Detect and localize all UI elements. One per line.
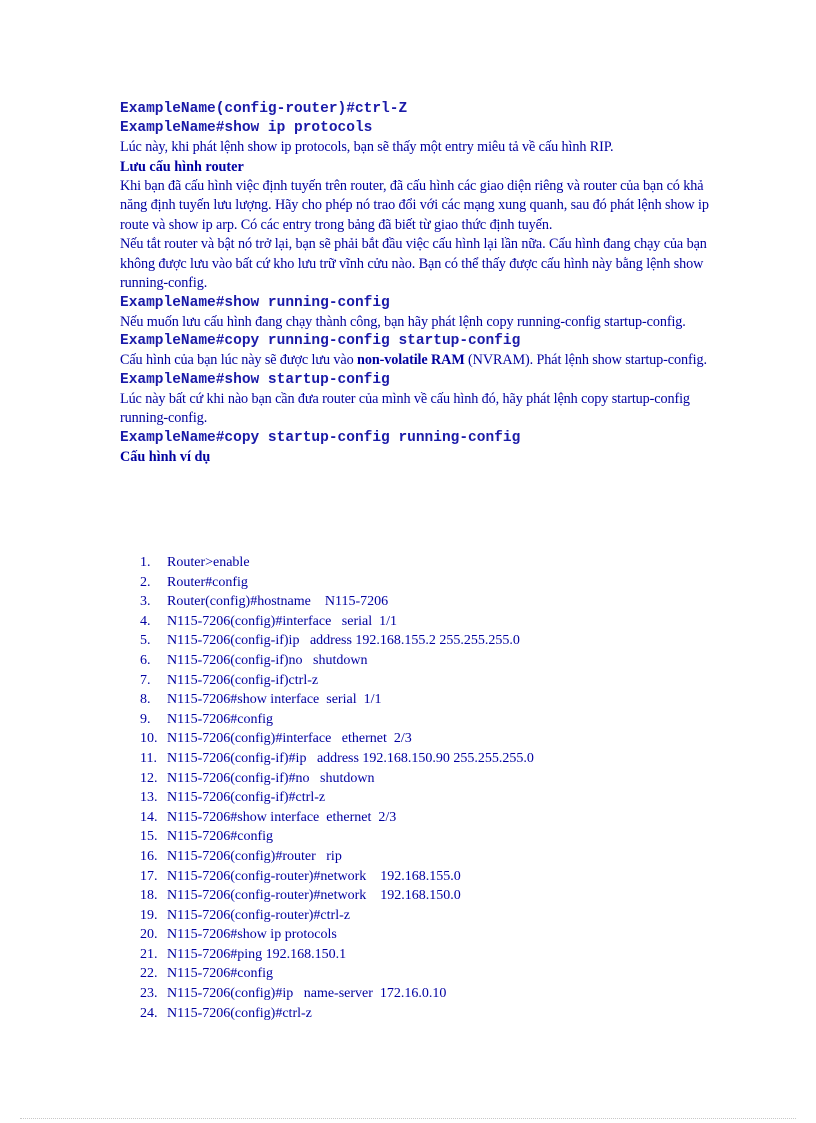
section-heading: Cấu hình ví dụ [120,448,211,465]
list-item [120,984,534,1004]
command-line: ExampleName#show startup-config [120,371,390,388]
list-number: 3. [140,594,151,610]
page-divider [20,1118,796,1119]
paragraph: Lúc này, khi phát lệnh show ip protocols, bạn sẽ thấy một entry miêu tả về cấu hình RIP. [120,139,614,155]
list-number: 8. [140,692,151,708]
nvram-term: non-volatile RAM [357,352,465,368]
list-number: 20. [140,927,158,943]
config-steps-list [120,553,534,1023]
list-item [120,769,534,789]
list-text: Router>enable [167,555,250,570]
list-item [120,945,534,965]
list-number: 4. [140,613,151,629]
list-item [120,631,534,651]
list-number: 6. [140,652,151,668]
list-text: N115-7206(config-if)ip address 192.168.155.2 255.255.255.0 [167,633,520,649]
list-item [120,690,534,710]
list-item [120,612,534,632]
list-item [120,847,534,867]
list-number: 14. [140,809,158,825]
list-item [120,553,534,573]
paragraph: Nếu muốn lưu cấu hình đang chạy thành công, bạn hãy phát lệnh copy running-config startup-config. [120,313,686,330]
list-item [120,573,534,593]
list-number: 18. [140,888,158,904]
document-body [120,100,720,467]
command-line: ExampleName#copy running-config startup-config [120,333,521,349]
list-number: 10. [140,731,158,747]
list-number: 21. [140,946,158,962]
paragraph: Nếu tắt router và bật nó trở lại, bạn sẽ phải bắt đầu việc cấu hình lại lần nữa. Cấu hình đang chạy của bạn không được lưu vào bất cứ kho lưu trữ vĩnh cửu nào. Bạn có thể thấy được cấu hình này bằng lệnh show running-config. [120,236,707,291]
list-number: 12. [140,770,158,786]
list-text: N115-7206(config-if)#ctrl-z [167,790,326,806]
paragraph: Khi bạn đã cấu hình việc định tuyến trên router, đã cấu hình các giao diện riêng và router của bạn có khả năng định tuyến lưu lượng. Hãy cho phép nó trao đổi với các mạng xung quanh, sau đó phát lệnh show ip route và show ip arp. Có các entry trong bảng đã biết từ giao thức định tuyến. [120,177,709,233]
list-number: 7. [140,672,151,688]
command-line: ExampleName#show ip protocols [120,120,373,136]
list-item [120,729,534,749]
list-text: Router(config)#hostname N115-7206 [167,594,389,610]
list-text: N115-7206#ping 192.168.150.1 [167,946,347,962]
list-number: 13. [140,790,158,806]
list-text: N115-7206(config-router)#ctrl-z [167,907,350,923]
list-number: 19. [140,907,158,923]
list-number: 16. [140,848,158,864]
list-item [120,886,534,906]
list-item [120,592,534,612]
list-text: N115-7206(config-if)ctrl-z [167,672,319,688]
paragraph-text: (NVRAM). Phát lệnh show startup-config. [464,352,707,368]
command-line: ExampleName#copy startup-config running-config [120,429,521,446]
list-item [120,808,534,828]
list-text: N115-7206(config-router)#network 192.168.150.0 [167,888,461,904]
list-item [120,827,534,847]
list-text: N115-7206(config-if)no shutdown [167,652,368,668]
list-text: N115-7206(config-if)#ip address 192.168.150.90 255.255.255.0 [167,750,534,766]
paragraph: Lúc này bất cứ khi nào bạn cần đưa router của mình về cấu hình đó, hãy phát lệnh copy startup-config running-config. [120,390,690,426]
list-item [120,1004,534,1024]
list-text: N115-7206(config-if)#no shutdown [167,770,375,786]
list-text: N115-7206#config [167,829,274,845]
list-item [120,671,534,691]
list-text: N115-7206(config)#interface serial 1/1 [167,613,398,629]
command-line: ExampleName#show running-config [120,294,390,311]
list-item [120,749,534,769]
paragraph [120,351,720,371]
list-text: N115-7206#config [167,711,274,727]
section-heading: Lưu cấu hình router [120,158,244,175]
list-text: N115-7206#config [167,966,274,982]
list-number: 5. [140,633,151,649]
command-line: ExampleName(config-router)#ctrl-Z [120,101,408,117]
list-text: Router#config [167,574,248,590]
list-item [120,710,534,730]
list-text: N115-7206#show interface ethernet 2/3 [167,809,397,825]
list-number: 24. [140,1005,158,1021]
list-item [120,906,534,926]
paragraph-text: Cấu hình của bạn lúc này sẽ được lưu vào [120,352,358,368]
list-text: N115-7206#show interface serial 1/1 [167,692,382,708]
list-number: 2. [140,574,151,590]
list-text: N115-7206(config)#interface ethernet 2/3 [167,731,412,747]
list-number: 17. [140,868,158,884]
list-item [120,925,534,945]
list-text: N115-7206(config)#router rip [167,848,342,864]
list-number: 9. [140,711,151,727]
list-text: N115-7206(config)#ctrl-z [167,1005,312,1021]
list-item [120,867,534,887]
list-number: 22. [140,966,158,982]
list-number: 23. [140,986,158,1002]
list-text: N115-7206#show ip protocols [167,927,337,943]
list-item [120,788,534,808]
list-number: 11. [140,750,157,766]
list-text: N115-7206(config)#ip name-server 172.16.0.10 [167,986,447,1002]
list-number: 15. [140,829,158,845]
list-item [120,964,534,984]
list-text: N115-7206(config-router)#network 192.168.155.0 [167,868,461,884]
list-item [120,651,534,671]
list-number: 1. [140,555,151,570]
